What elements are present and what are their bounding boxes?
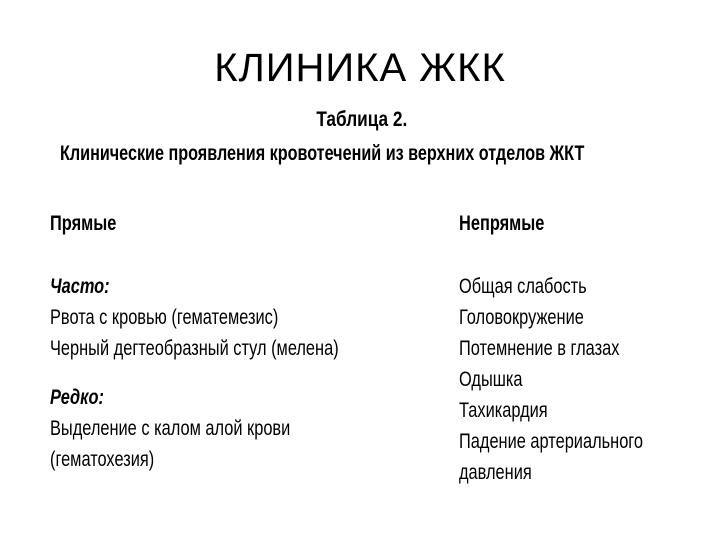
direct-sign-item: Черный дегтеобразный стул (мелена)	[50, 337, 339, 360]
rare-label: Редко:	[50, 386, 104, 409]
indirect-signs-heading: Непрямые	[459, 212, 545, 235]
indirect-sign-item: Тахикардия	[459, 399, 548, 422]
indirect-sign-item: Одышка	[459, 368, 523, 391]
direct-signs-column	[50, 208, 339, 475]
indirect-sign-item: Общая слабость	[459, 275, 587, 298]
direct-sign-item: (гематохезия)	[50, 448, 155, 471]
indirect-signs-column	[459, 208, 643, 488]
slide-title: КЛИНИКА ЖКК	[214, 46, 506, 90]
direct-sign-item: Выделение с калом алой крови	[50, 417, 291, 440]
table-subtitle: Клинические проявления кровотечений из верхних отделов ЖКТ	[60, 142, 585, 165]
table-caption: Таблица 2.	[316, 108, 408, 131]
direct-signs-heading: Прямые	[50, 212, 117, 235]
direct-sign-item: Рвота с кровью (гематемезис)	[50, 306, 279, 329]
indirect-sign-item: Падение артериального	[459, 430, 644, 453]
indirect-sign-item: Головокружение	[459, 306, 584, 329]
indirect-sign-item: Потемнение в глазах	[459, 337, 620, 360]
indirect-sign-item: давления	[459, 461, 532, 484]
often-label: Часто:	[50, 275, 110, 298]
